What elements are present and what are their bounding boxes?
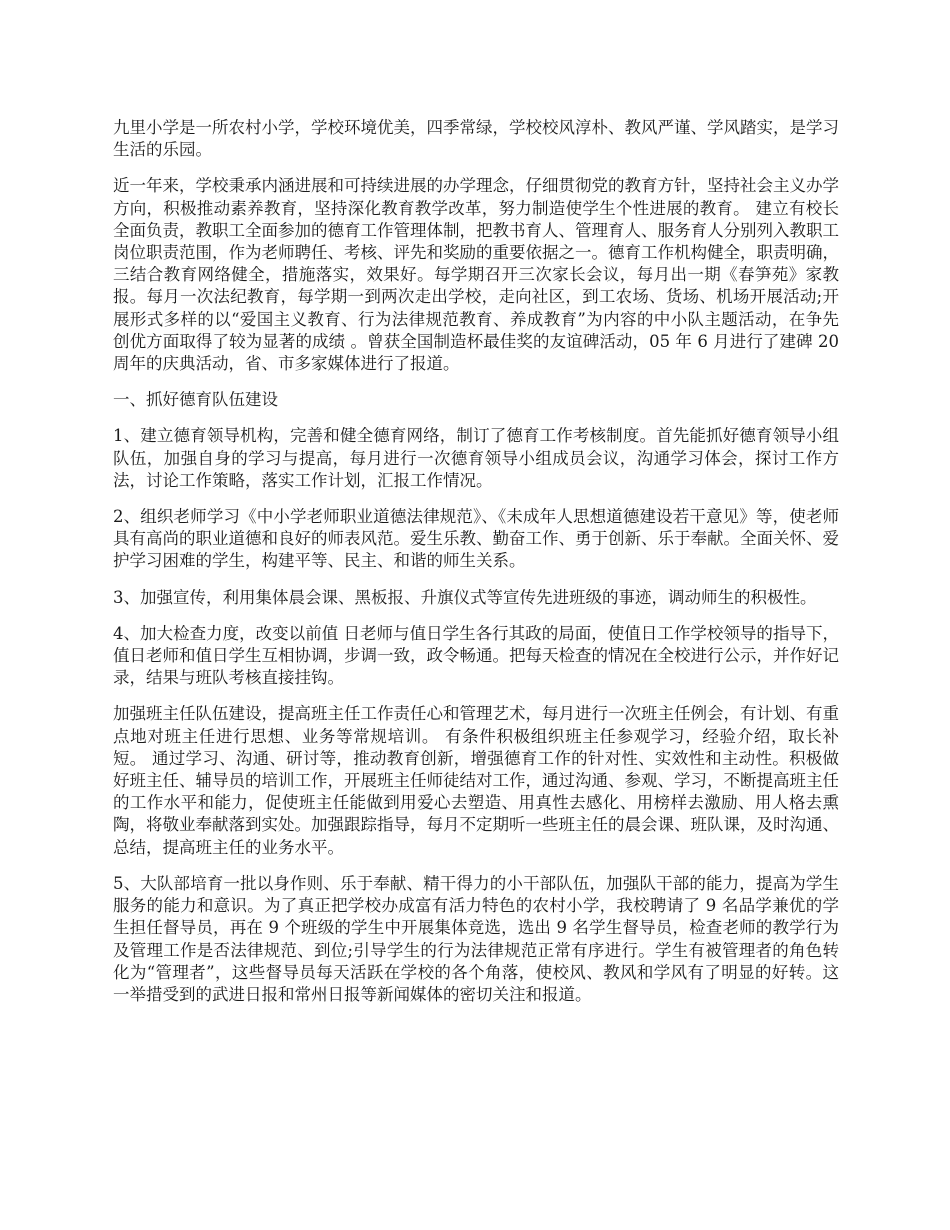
paragraph-class-teachers: 加强班主任队伍建设，提高班主任工作责任心和管理艺术，每月进行一次班主任例会，有计划、有重点地对班主任进行思想、业务等常规培训。 有条件积极组织班主任参观学习，经验介绍，取长补短。 通过学习、沟通、研讨等，推动教育创新，增强德育工作的针对性、实效性和主动性。积极做好班主任、辅导员的培训工作，开展班主任师徒结对工作，通过沟通、参观、学习，不断提高班主任的工作水平和能力，促使班主任能做到用爱心去塑造、用真性去感化、用榜样去激励、用人格去熏陶，将敬业奉献落到实处。加强跟踪指导，每月不定期听一些班主任的晨会课、班队课，及时沟通、总结，提高班主任的业务水平。: [113, 704, 839, 857]
document-body: [113, 117, 839, 1020]
paragraph-item-1: 1、建立德育领导机构，完善和健全德育网络，制订了德育工作考核制度。首先能抓好德育领导小组队伍，加强自身的学习与提高，每月进行一次德育领导小组成员会议，沟通学习体会，探讨工作方法，讨论工作策略，落实工作计划，汇报工作情况。: [113, 426, 839, 490]
paragraph-item-4: 4、加大检查力度，改变以前值 日老师与值日学生各行其政的局面，使值日工作学校领导的指导下，值日老师和值日学生互相协调，步调一致，政令畅通。把每天检查的情况在全校进行公示，并作好记录，结果与班队考核直接挂钩。: [113, 623, 839, 688]
section-heading: 一、抓好德育队伍建设: [113, 390, 278, 410]
paragraph-intro: 九里小学是一所农村小学，学校环境优美，四季常绿，学校校风淳朴、教风严谨、学风踏实，是学习生活的乐园。: [113, 118, 839, 160]
paragraph-item-2: 2、组织老师学习《中小学老师职业道德法律规范》、《未成年人思想道德建设若干意见》等，使老师具有高尚的职业道德和良好的师表风范。爱生乐教、勤奋工作、勇于创新、乐于奉献。全面关怀、爱护学习困难的学生，构建平等、民主、和谐的师生关系。: [113, 507, 839, 571]
paragraph-overview: 近一年来，学校秉承内涵进展和可持续进展的办学理念，仔细贯彻党的教育方针，坚持社会主义办学方向，积极推动素养教育，坚持深化教育教学改革，努力制造使学生个性进展的教育。 建立有校长全面负责，教职工全面参加的德育工作管理体制，把教书育人、管理育人、服务育人分别列入教职工岗位职责范围，作为老师聘任、考核、评先和奖励的重要依据之一。德育工作机构健全，职责明确，三结合教育网络健全，措施落实，效果好。每学期召开三次家长会议，每月出一期《春笋苑》家教报。每月一次法纪教育，每学期一到两次走出学校，走向社区，到工农场、货场、机场开展活动;开展形式多样的以“爱国主义教育、行为法律规范教育、养成教育”为内容的中小队主题活动，在争先创优方面取得了较为显著的成绩 。曾获全国制造杯最佳奖的友谊碑活动，05 年 6 月进行了建碑 20 周年的庆典活动，省、市多家媒体进行了报道。: [113, 176, 839, 374]
paragraph-item-3: 3、加强宣传，利用集体晨会课、黑板报、升旗仪式等宣传先进班级的事迹，调动师生的积极性。: [113, 587, 817, 607]
paragraph-item-5: 5、大队部培育一批以身作则、乐于奉献、精干得力的小干部队伍，加强队干部的能力，提高为学生服务的能力和意识。为了真正把学校办成富有活力特色的农村小学，我校聘请了 9 名品学兼优的学生担任督导员，再在 9 个班级的学生中开展集体竞选，选出 9 名学生督导员，检查老师的教学行为及管理工作是否法律规范、到位;引导学生的行为法律规范正常有序进行。学生有被管理者的角色转化为“管理者”，这些督导员每天活跃在学校的各个角落，使校风、教风和学风有了明显的好转。这一举措受到的武进日报和常州日报等新闻媒体的密切关注和报道。: [113, 873, 839, 1004]
